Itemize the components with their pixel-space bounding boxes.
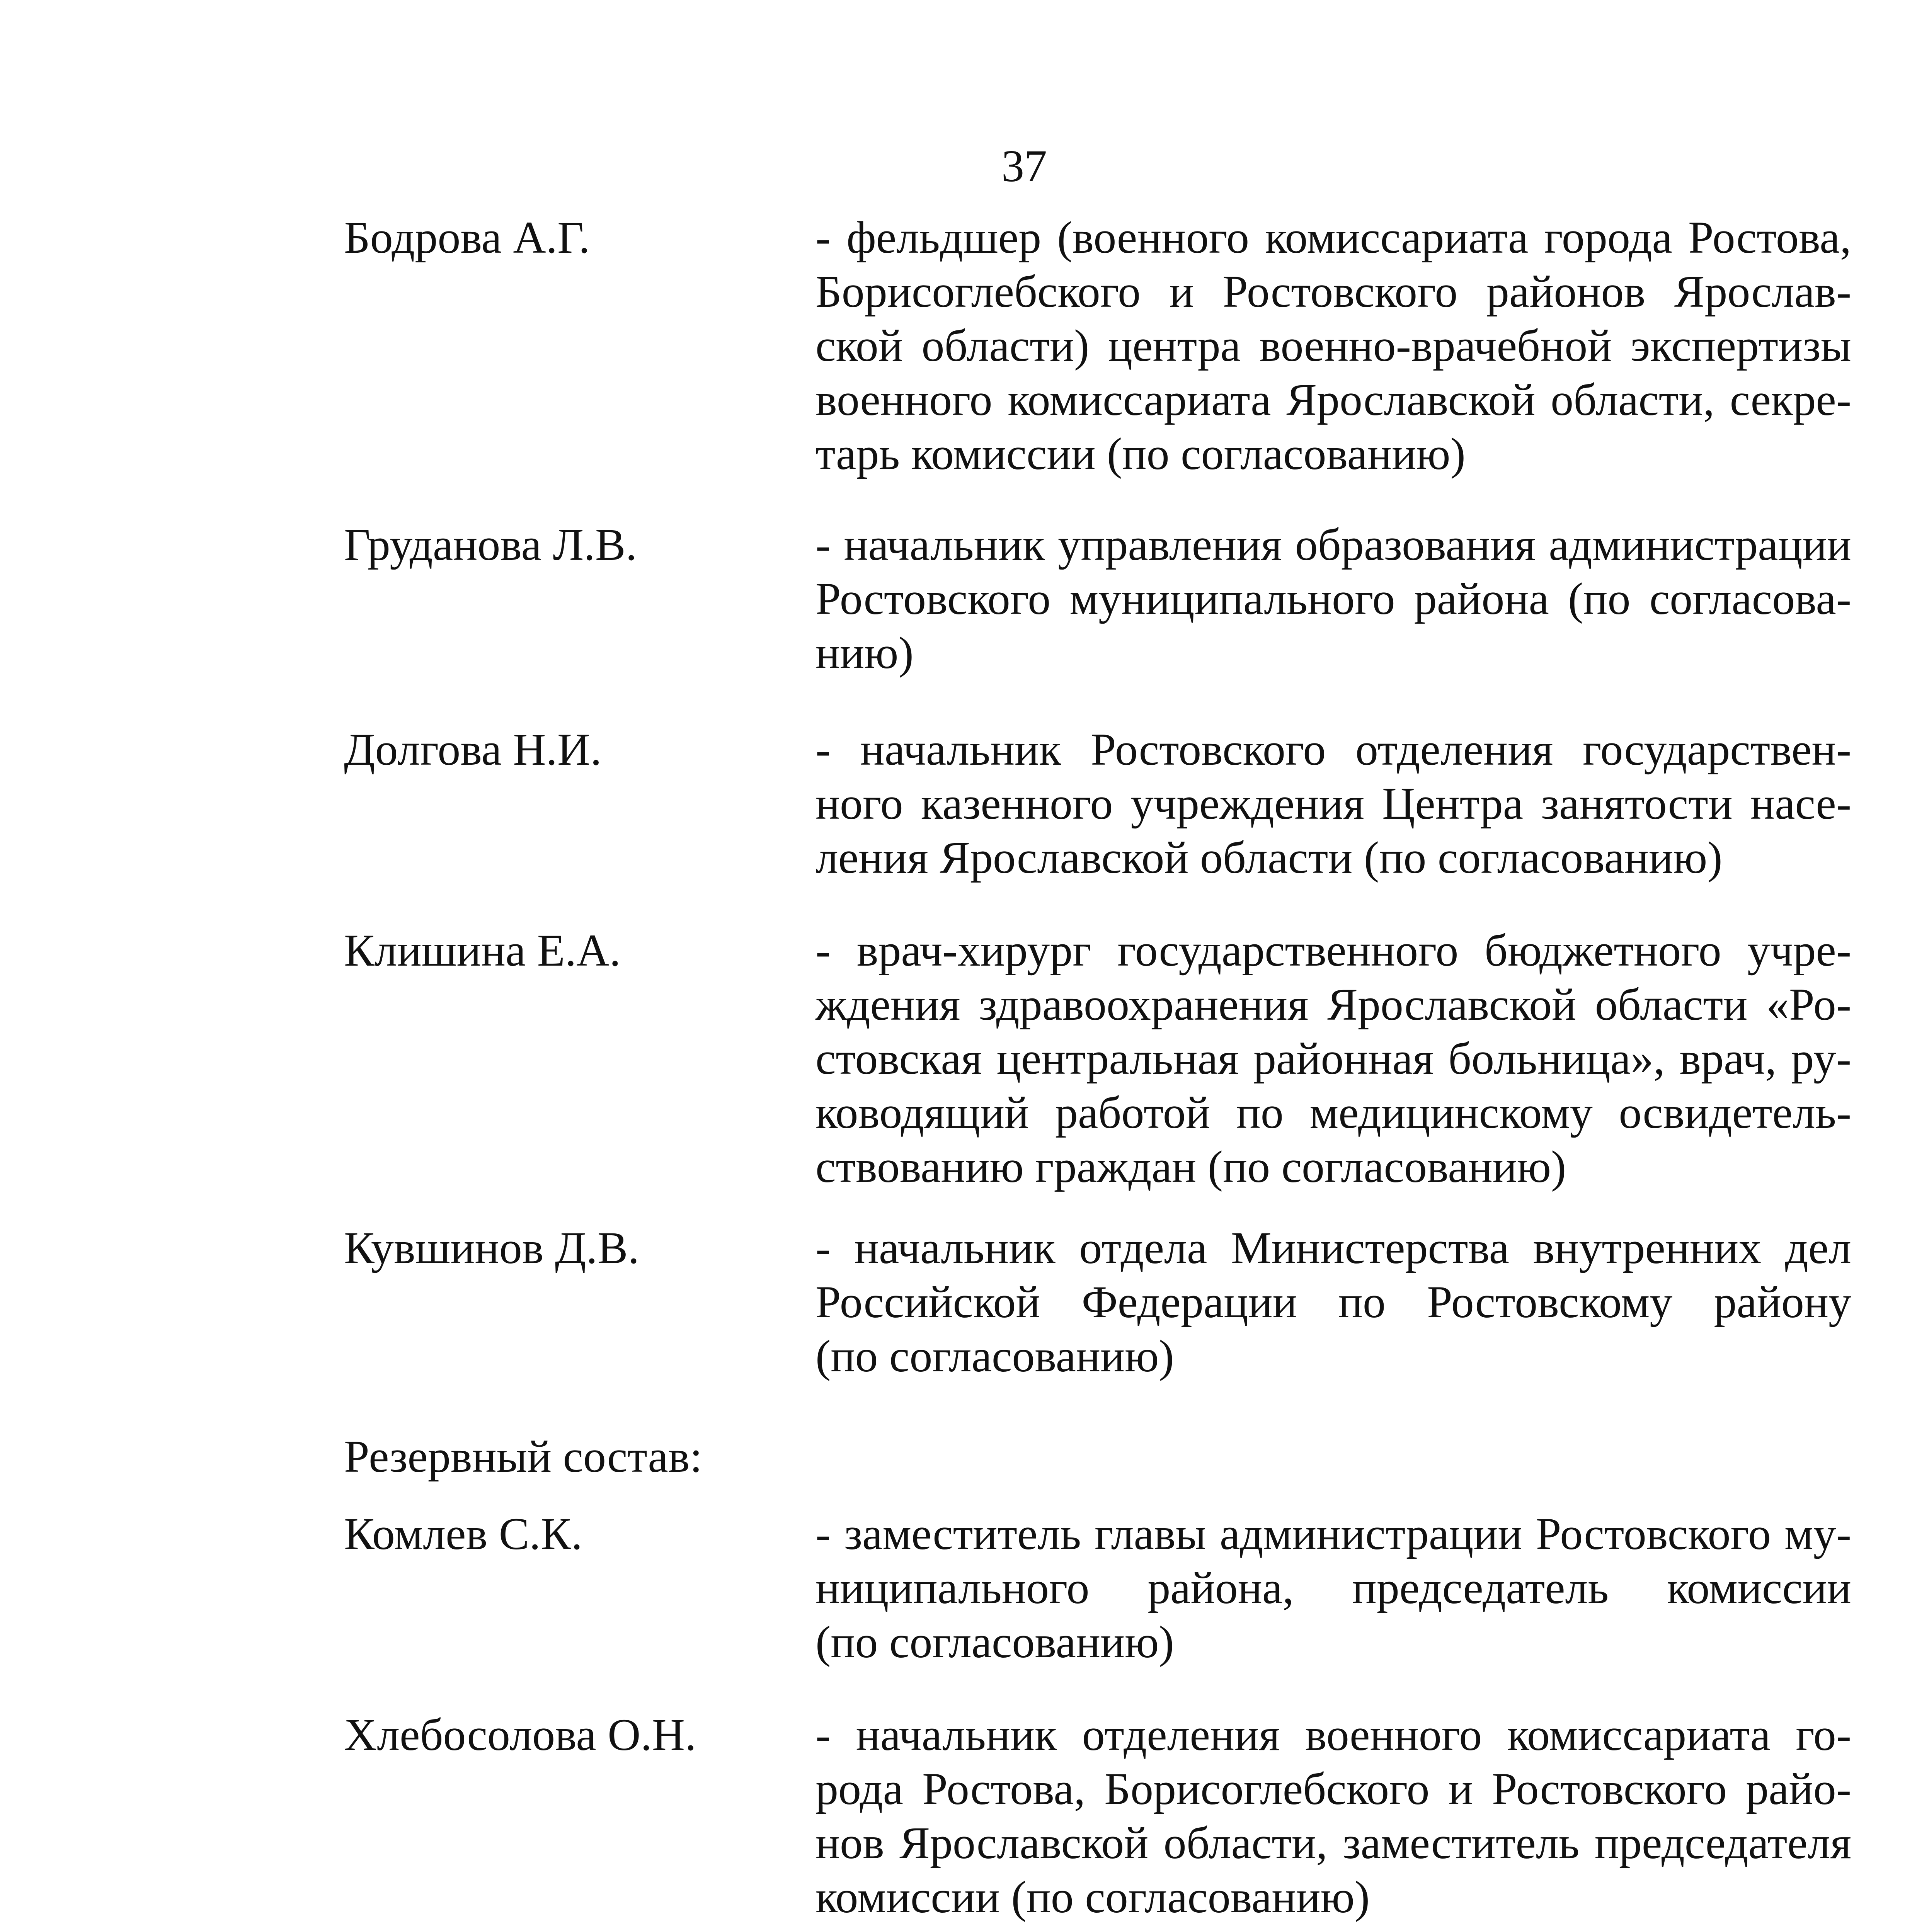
position-line: ниципального района, председатель комиссии [815,1563,1851,1613]
position-line: Российской Федерации по Ростовскому району [815,1277,1851,1327]
position-line: нию) [815,628,914,678]
member-name: Груданова Л.В. [344,519,637,570]
position-line: - начальник отдела Министерства внутренних дел [815,1223,1851,1273]
position-line: нов Ярославской области, заместитель председателя [815,1818,1851,1868]
member-position [815,1507,1851,1669]
position-line: тарь комиссии (по согласованию) [815,429,1466,479]
member-position [815,518,1851,680]
member-name: Хлебосолова О.Н. [344,1709,696,1760]
position-line: - фельдшер (военного комиссариата города Ростова, [815,212,1851,263]
position-line: ления Ярославской области (по согласованию) [815,832,1723,883]
position-line: (по согласованию) [815,1331,1174,1381]
member-name: Клишина Е.А. [344,925,621,976]
position-line: ководящий работой по медицинскому освидетель- [815,1087,1851,1138]
position-line: ской области) центра военно-врачебной экспертизы [815,320,1851,371]
position-line: (по согласованию) [815,1617,1174,1667]
member-position [815,723,1851,885]
position-line: ждения здравоохранения Ярославской области «Ро- [815,979,1851,1030]
reserve-section-label: Резервный состав: [344,1431,703,1482]
position-line: ного казенного учреждения Центра занятости насе- [815,778,1851,829]
member-name: Бодрова А.Г. [344,212,590,263]
position-line: стовская центральная районная больница», врач, ру- [815,1033,1851,1084]
member-name: Кувшинов Д.В. [344,1223,640,1273]
position-line: военного комиссариата Ярославской области, секре- [815,374,1851,425]
position-line: - заместитель главы администрации Ростовского му- [815,1509,1851,1559]
member-position [815,1221,1851,1383]
position-line: - начальник отделения военного комиссариата го- [815,1709,1851,1760]
position-line: ствованию граждан (по согласованию) [815,1141,1566,1192]
position-line: комиссии (по согласованию) [815,1872,1370,1922]
member-position [815,211,1851,481]
member-name: Комлев С.К. [344,1509,583,1559]
position-line: - начальник управления образования администрации [815,519,1851,570]
position-line: Ростовского муниципального района (по согласова- [815,573,1851,624]
member-name: Долгова Н.И. [344,724,602,775]
member-position [815,923,1851,1194]
position-line: рода Ростова, Борисоглебского и Ростовского райо- [815,1764,1851,1814]
position-line: - врач-хирург государственного бюджетного учре- [815,925,1851,976]
position-line: Борисоглебского и Ростовского районов Ярослав- [815,266,1851,317]
page-number: 37 [1001,141,1047,191]
position-line: - начальник Ростовского отделения государствен- [815,724,1851,775]
member-position [815,1708,1851,1924]
